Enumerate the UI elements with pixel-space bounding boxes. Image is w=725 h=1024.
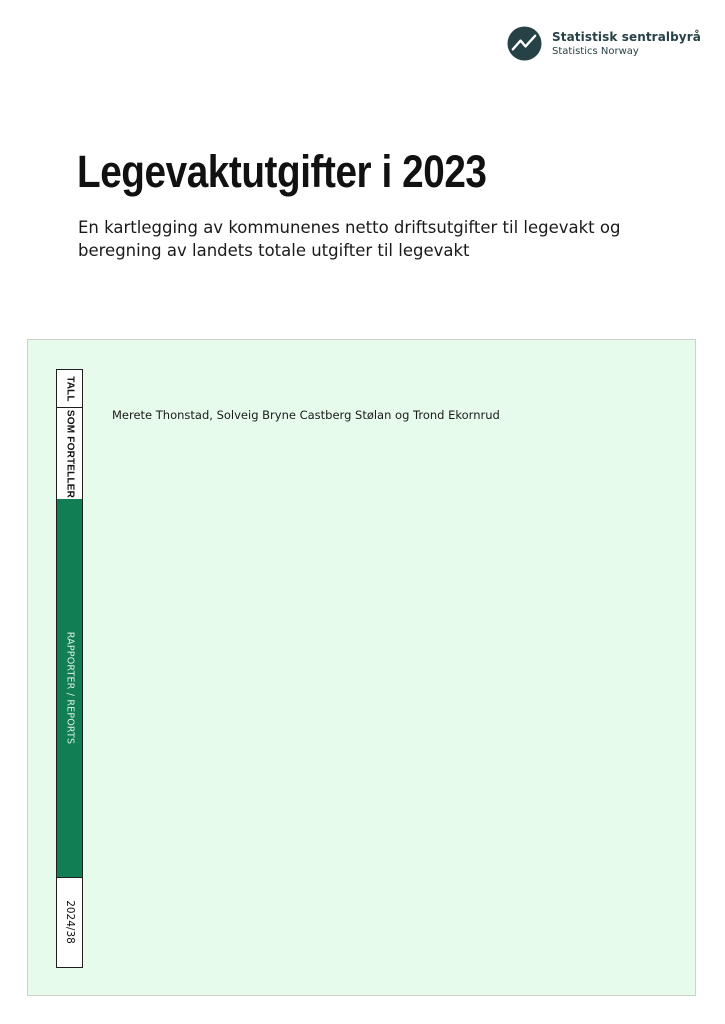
report-number: 2024/38 xyxy=(63,900,76,944)
report-title: Legevaktutgifter i 2023 xyxy=(77,146,487,197)
logo-name: Statistisk sentralbyrå xyxy=(552,29,701,44)
subtitle-line-2: beregning av landets totale utgifter til legevakt xyxy=(78,241,470,260)
logo-subname: Statistics Norway xyxy=(552,45,639,57)
spine-som-forteller-label: SOM FORTELLER xyxy=(64,409,75,498)
ssb-logo xyxy=(507,26,701,61)
spine-som-forteller-segment xyxy=(57,408,82,499)
cover-panel xyxy=(27,339,696,996)
authors: Merete Thonstad, Solveig Bryne Castberg Stølan og Trond Ekornrud xyxy=(112,408,500,422)
series-spine xyxy=(56,369,83,968)
spine-tall-segment xyxy=(57,370,82,408)
ssb-logo-icon xyxy=(507,26,542,61)
subtitle-line-1: En kartlegging av kommunenes netto driftsutgifter til legevakt og xyxy=(78,218,621,237)
spine-number-segment xyxy=(57,877,82,966)
spine-tall-label: TALL xyxy=(64,375,75,402)
spine-series-segment xyxy=(57,499,82,877)
spine-series-label: RAPPORTER / REPORTS xyxy=(64,631,75,745)
report-subtitle xyxy=(78,216,638,262)
logo-text xyxy=(552,31,701,57)
